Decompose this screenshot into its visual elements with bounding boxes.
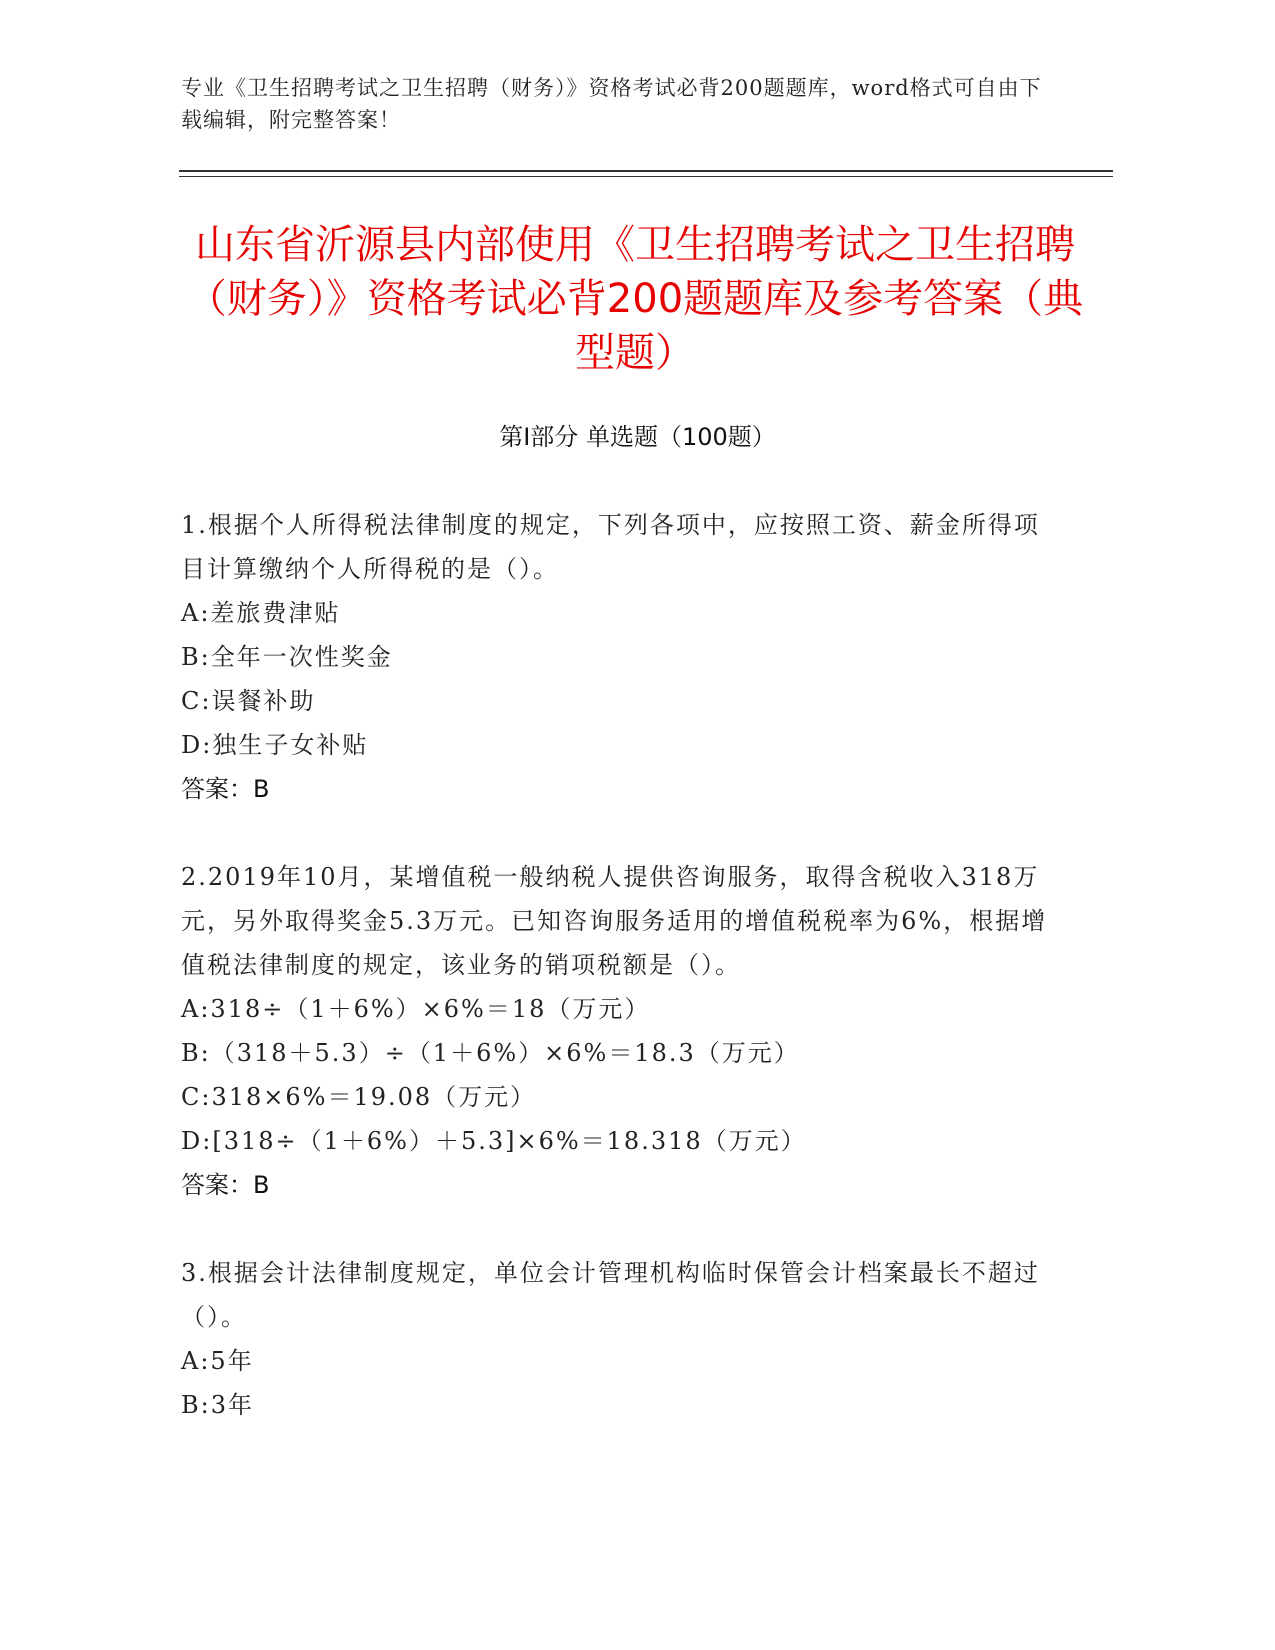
- option-d: D:[318÷（1＋6%）＋5.3]×6%＝18.318（万元）: [181, 1127, 807, 1155]
- answer-line: [181, 767, 1061, 811]
- option-b: B:全年一次性奖金: [181, 643, 393, 671]
- option-a: A:318÷（1＋6%）×6%＝18（万元）: [181, 995, 651, 1023]
- answer-value: B: [253, 1171, 270, 1199]
- question-2: [181, 855, 1061, 1207]
- option-b: B:（318＋5.3）÷（1＋6%）×6%＝18.3（万元）: [181, 1039, 800, 1067]
- header-divider-thin: [179, 176, 1113, 177]
- question-3: [181, 1251, 1061, 1427]
- answer-value: B: [253, 775, 270, 803]
- header-note: 专业《卫生招聘考试之卫生招聘（财务）》资格考试必背200题题库，word格式可自由下载编辑，附完整答案！: [181, 76, 1042, 132]
- option-a: A:差旅费津贴: [181, 599, 341, 627]
- answer-label: 答案：: [181, 775, 253, 803]
- section-title: 第Ⅰ部分 单选题（100题）: [499, 423, 776, 451]
- option-d: D:独生子女补贴: [181, 731, 369, 759]
- option-c: C:318×6%＝19.08（万元）: [181, 1083, 537, 1111]
- question-text: 3.根据会计法律制度规定，单位会计管理机构临时保管会计档案最长不超过（）。: [181, 1259, 1040, 1331]
- option-c: C:误餐补助: [181, 687, 316, 715]
- header-divider-thick: [179, 170, 1113, 172]
- question-1: [181, 503, 1061, 811]
- answer-line: [181, 1163, 1061, 1207]
- document-title: 山东省沂源县内部使用《卫生招聘考试之卫生招聘（财务）》资格考试必背200题题库及参考答案（典型题）: [186, 222, 1084, 376]
- option-a: A:5年: [181, 1347, 254, 1375]
- option-b: B:3年: [181, 1391, 254, 1419]
- question-list: [181, 503, 1061, 1427]
- answer-label: 答案：: [181, 1171, 253, 1199]
- question-text: 2.2019年10月，某增值税一般纳税人提供咨询服务，取得含税收入318万元，另外取得奖金5.3万元。已知咨询服务适用的增值税税率为6%，根据增值税法律制度的规定，该业务的销项税额是（）。: [181, 863, 1048, 979]
- question-text: 1.根据个人所得税法律制度的规定，下列各项中，应按照工资、薪金所得项目计算缴纳个人所得税的是（）。: [181, 511, 1040, 583]
